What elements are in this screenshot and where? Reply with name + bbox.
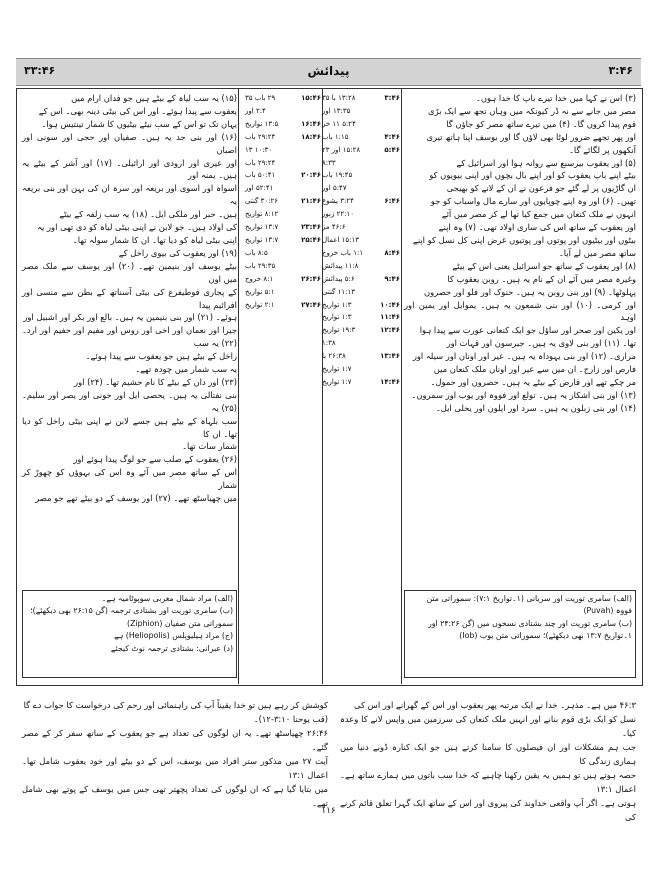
text-line: مر چکے تھے اور فارص کے بیٹے یہ ہیں۔ حصرون اور حمول۔	[430, 376, 636, 387]
text-line: (۵) اور یعقوب بیرسبع سے روانہ ہوا اور اسرائیل کے	[456, 157, 636, 168]
text-line: وغیرہ مصر میں آئے ان کے نام یہ ہیں۔ روبن یعقوب کا	[447, 273, 636, 284]
text-line: (۱۵) یہ سب لیاہ کے بیٹے ہیں جو فدان ارام میں	[71, 93, 237, 103]
verse-ref: ۲۰:۴۶	[301, 171, 321, 180]
cross-ref-text: ۱۳:۵ تواریخ	[245, 119, 279, 128]
text-line: مصر میں جانے سے نہ ڈر کیونکہ میں وہاں تجھ سے ایک بڑی	[428, 105, 636, 116]
verse-ref: ۱۵:۴۶	[301, 94, 321, 102]
text-line: کی اولاد ہیں۔ جو لابن نے اپنی بیٹی لیاہ کو دی تھی اور یہ	[37, 222, 237, 233]
cross-reference-row	[245, 169, 321, 182]
text-line: مراری۔ (۱۲) اور بنی یہوداہ یہ ہیں۔ عیر اور اونان اور سیلہ اور	[412, 351, 636, 362]
cross-reference-row	[322, 234, 400, 247]
verse-ref: ۱۲:۴۶	[380, 326, 400, 335]
text-line: ہیں۔ حبر اور ملکی ایل۔ (۱۸) یہ سب زلفہ کے بیٹے	[59, 209, 237, 220]
left-text-column	[22, 92, 237, 505]
right-cross-references	[322, 92, 400, 389]
column-divider	[238, 88, 239, 684]
cross-reference-row	[322, 311, 400, 324]
footnote-line: سموراتی متن صفیان (Ziphion)	[127, 618, 233, 628]
cross-reference-row	[245, 105, 321, 118]
cross-reference-row	[245, 208, 321, 221]
cross-reference-row	[322, 169, 400, 182]
cross-reference-row	[245, 157, 321, 170]
cross-ref-text: ۱۵:۲۸ اور ۲۳	[322, 145, 361, 154]
cross-reference-row	[322, 337, 400, 350]
cross-ref-text: ۸:۱ خروج	[245, 274, 274, 283]
cross-reference-row	[245, 221, 321, 234]
commentary-line: (قب یوحنا ۳:۱۰-۱۲)۔	[253, 714, 328, 724]
text-line: اس کے ساتھ مصر میں آئے وہ اس کی بہوؤں کو چھوڑ کر شمار	[22, 467, 237, 491]
cross-reference-row	[322, 350, 400, 363]
commentary-line: آیت ۲۷ میں مذکور ستر افراد میں یوسف، اس کے دو بیٹے اور خود یعقوب شامل تھا۔ اعمال ۱۳:۱	[22, 756, 328, 780]
verse-ref: ۳:۴۶	[384, 94, 400, 102]
text-line: اور عیری اور ارودی اور ارائیلی۔ (۱۷) اور آشر کے بیٹے یہ ہیں۔ یمنہ اور	[22, 157, 237, 181]
text-line: ہوئے۔ (۲۱) اور بنی بنیمین یہ ہیں۔ بالع اور بکر اور اشبیل اور	[23, 312, 237, 323]
cross-reference-row	[322, 324, 400, 337]
right-text-column	[404, 92, 636, 415]
footnote-line: (ب) سامری توریت اور بشتادی ترجمہ (گن ۲۶:۱۵ بھی دیکھئے)؛	[30, 606, 233, 616]
cross-ref-text: ۲:۱ تواریخ	[245, 300, 275, 309]
cross-ref-text: ۲۹:۲۴ باب	[245, 132, 276, 141]
cross-reference-row	[322, 157, 400, 170]
text-line: یعقوب سے پیدا ہوئے۔ اور اس کی بیٹی دینہ بھی۔ اس کے	[38, 105, 237, 116]
footnote-line: (د) عبرانی: بشتادی ترجمہ نوٹ کیجئے	[110, 643, 233, 653]
cross-reference-row	[245, 131, 321, 144]
verse-ref: ۱۴:۴۶	[380, 377, 400, 386]
footnotes-right	[404, 590, 636, 678]
commentary-line: حصہ ہوتے ہیں تو ہمیں یہ یقین رکھنا چاہیے کہ خدا سب باتوں میں ہمارے ساتھ ہے۔ اعمال ۱۳:۱	[340, 770, 636, 794]
verse-ref: ۸:۴۶	[384, 248, 400, 257]
verse-ref: ۱۰:۴۶	[380, 300, 400, 309]
commentary-line: ہوتی ہے۔ اگر آپ واقعی خداوند کی پیروی اور اس کے ساتھ ایک گہرا تعلق قائم کرنے کی	[340, 798, 636, 822]
cross-reference-row	[322, 144, 400, 157]
text-line: آنکھوں پر لگائے گا۔	[569, 144, 636, 155]
commentary-line: جب ہم مشکلات اور ان فیصلوں کا سامنا کرتے ہیں جو ایک کنارہ ڈوبے دنیا میں ہماری زندگی کا	[340, 742, 636, 766]
commentary-line: ۲۶:۴۶ چھیاسٹھ تھے۔ یہ ان لوگوں کی تعداد ہے جو یعقوب کے ساتھ سفر کر کے مصر گئے۔	[22, 728, 328, 752]
text-line: قوم پیدا کروں گا۔ (۴) میں تیرے ساتھ مصر کو جاؤں گا	[446, 118, 636, 129]
cross-ref-text: ۸:۳۳	[322, 158, 336, 167]
text-line: (۱۹) اور یعقوب کی بیوی راخل کے	[118, 247, 237, 258]
footnote-line: (الف) مراد شمال مغربی سوپوٹامیہ ہے۔	[101, 594, 233, 603]
cross-reference-row	[245, 118, 321, 131]
page-number: ۱۱۶	[321, 806, 336, 816]
cross-ref-text: ۲۹:۳۵ باب	[245, 261, 276, 270]
cross-reference-row	[322, 363, 400, 376]
cross-reference-row	[245, 247, 321, 260]
text-line: بنی نفتالی یہ ہیں۔ یحصی ایل اور جونی اور یصر اور سلیم۔ (۲۵) یہ	[22, 389, 237, 413]
text-line: فارص اور زارح۔ ان میں سے عیر اور اونان ملک کنعان میں	[433, 364, 636, 375]
cross-ref-text: ۵:۴۷ اور	[322, 184, 347, 193]
cross-ref-text: ۳:۲۴ یشوع	[322, 197, 354, 206]
footnotes-left	[22, 590, 237, 678]
cross-ref-text: ۱۰:۳۰ ۱۳	[245, 145, 273, 154]
cross-reference-row	[245, 273, 321, 286]
cross-ref-text: ۱۹:۴۵ باب	[322, 171, 353, 180]
cross-ref-text: ۱:۱۵ باب	[322, 132, 349, 141]
text-line: (۱۳) اور بنی اشکار یہ ہیں۔ تولع اور فووہ اور یوب اور سمرون۔	[411, 389, 636, 400]
text-line: کے پجاری فوطیفرع کی بیٹی آسناتھ کے بطن سے منسی اور افرائیم پیدا	[22, 286, 237, 310]
cross-ref-text: ۱۳:۷ تواریخ	[245, 235, 279, 244]
cross-reference-row	[322, 376, 400, 389]
footnote-line: (ب) سامری توریت اور چند بشتادی نسخوں میں (گن ۲۴:۲۶ اور	[427, 618, 632, 628]
verse-ref: ۱۳:۴۶	[380, 352, 400, 361]
footnote-line: (الف) سامری توریت اور سریانی (۱۔تواریخ ۷:۱): سموراتی متن	[426, 594, 632, 603]
text-line: بیٹے اپنے باپ یعقوب کو اور اپنے بال بچوں اور اپنی بیویوں کو	[429, 170, 636, 181]
verse-ref: ۲۳:۴۶	[301, 223, 321, 232]
cross-ref-text: ۸:۱۲ تواریخ	[245, 210, 279, 219]
cross-reference-row	[322, 195, 400, 208]
cross-ref-text: ۵۲:۴۱ اور	[245, 184, 274, 193]
cross-ref-text: ۱۳:۲۸ با ۳۵	[322, 94, 356, 102]
cross-reference-row	[245, 92, 321, 105]
cross-ref-text: ۵:۶ پیدائش	[322, 274, 355, 283]
cross-reference-row	[322, 221, 400, 234]
cross-ref-text: ۱:۷ تواریخ	[322, 365, 352, 374]
cross-reference-row	[245, 195, 321, 208]
column-divider	[401, 88, 402, 684]
verse-ref: ۵:۴۶	[384, 145, 400, 154]
text-line: ان گاڑیوں پر لے گئے جو فرعون نے ان کے لانے کو بھیجی	[446, 183, 636, 194]
cross-ref-text: ۱:۱ باب خروج	[322, 248, 364, 257]
text-line: جیرا اور نعمان اور اخی اور روس اور مفیم اور حفیم اور ارد۔ (۲۲) یہ سب	[22, 325, 237, 349]
cross-reference-row	[322, 286, 400, 299]
cross-ref-text: ۵:۲۴ ۱۱ خر	[322, 119, 356, 128]
cross-ref-text: ۲۶:۳۸ با	[322, 352, 346, 361]
text-line: اپنی بیٹی لیاہ کو دیا تھا۔ ان کا شمار سولہ تھا۔	[72, 234, 237, 245]
cross-reference-row	[245, 260, 321, 273]
cross-ref-text: ۸:۵ باب	[245, 248, 268, 257]
text-line: اور یکین اور صحر اور ساؤل جو ایک کنعانی عورت سے پیدا ہوا	[419, 325, 636, 336]
text-line: ساتھ مصر میں لے آیا۔	[558, 247, 636, 258]
text-line: یہ سب شمار میں چودہ تھے۔	[135, 364, 237, 375]
verse-ref: ۱۱:۴۶	[380, 313, 400, 322]
footnote-line: ۱۔تواریخ ۱۳:۷ بھی دیکھئے)؛ سموراتی متن یوب (Iob)	[459, 631, 632, 641]
cross-reference-row	[245, 299, 321, 312]
cross-reference-row	[322, 208, 400, 221]
left-cross-references	[245, 92, 321, 311]
text-line: یہاں تک تو اس کے سب بیٹے بیٹیوں کا شمار تینتیس ہوا۔	[41, 118, 237, 129]
verse-ref: ۴:۴۶	[384, 132, 400, 141]
text-line: (۲۳) اور دان کے بیٹے کا نام حشیم تھا۔ (۲۴) اور	[74, 376, 237, 387]
cross-ref-text: ۱۳:۷ تواریخ	[245, 223, 279, 232]
cross-ref-text: ۵:۱ تواریخ	[245, 287, 275, 296]
cross-reference-row	[245, 286, 321, 299]
cross-ref-text: ۱:۳ تواریخ	[322, 313, 352, 322]
cross-ref-text: ۱:۳۸	[322, 339, 336, 348]
text-line: (۱۶) اور بنی جد یہ ہیں۔ صفیان اور حجی اور سونی اور اصبان	[22, 131, 237, 155]
cross-ref-text: ۱۵:۱۳ اعمال	[322, 235, 360, 244]
cross-reference-row	[322, 92, 400, 105]
text-line: اور یعقوب کے ساتھ اس کی ساری اولاد تھی۔ (۷) وہ اپنے	[438, 222, 636, 233]
cross-reference-row	[322, 260, 400, 273]
verse-ref: ۱۶:۴۶	[301, 119, 321, 128]
commentary-left	[22, 698, 328, 810]
text-line: بیٹے یوسف اور بنیمین تھے۔ (۲۰) اور یوسف سے ملک مصر میں اون	[22, 260, 237, 284]
text-line: اسواہ اور اسوی اور بریعہ اور سرہ ان کی بہن اور بنی بریعہ یہ	[22, 183, 237, 207]
verse-ref: ۲۵:۴۶	[301, 235, 321, 244]
commentary-line: نسل کو ایک بڑی قوم بنانے اور انہیں ملک کنعان کی سرزمین میں واپس لانے کا وعدہ کیا۔	[340, 714, 636, 738]
header-left-ref: ۳۳:۴۶	[24, 64, 56, 77]
footnote-line: فووہ (Puvah)	[583, 606, 632, 616]
cross-ref-text: ۴۶:۶ مز	[322, 223, 346, 232]
text-line: (۱۴) اور بنی زبلون یہ ہیں۔ سرد اور ایلون اور یحلی ایل۔	[435, 402, 636, 413]
footnote-line: (ج) مراد ہیلیوپلس (Heliopolis) ہے	[114, 631, 233, 641]
text-line: اور کرمی۔ (۱۰) اور بنی شمعون یہ ہیں۔ یموایل اور یمین اور اوہد	[404, 299, 637, 323]
text-line: راخل کے بیٹے ہیں جو یعقوب سے پیدا ہوئے۔	[85, 351, 237, 362]
header-book-title: پیدائش	[307, 64, 350, 78]
cross-reference-row	[322, 299, 400, 312]
commentary-line: ۴۶:۳ میں ہے۔ مذہر۔ خدا نے ایک مرتبہ پھر یعقوب اور اس کے گھرانے اور اس کی	[354, 700, 636, 710]
cross-reference-row	[245, 182, 321, 195]
cross-ref-text: ۳۰:۲۶ گنتی	[245, 197, 279, 206]
cross-ref-text: ۱۱:۱۳ گنتی	[322, 287, 356, 296]
header-right-ref: ۳:۴۶	[608, 64, 633, 77]
text-line: انہوں نے ملک کنعان میں جمع کیا تھا لے کر مصر میں آئے	[441, 209, 636, 220]
text-line: پہلوٹھا۔ (۹) اور بنی روبن یہ ہیں۔ حنوک اور فلو اور حصرون	[423, 286, 636, 297]
cross-reference-row	[322, 273, 400, 286]
text-line: تھا۔ (۱۱) اور بنی لاوی یہ ہیں۔ جیرسون اور قہات اور	[446, 338, 636, 349]
verse-ref: ۹:۴۶	[384, 274, 400, 283]
verse-ref: ۲۶:۴۶	[301, 274, 321, 283]
text-line: (۸) اور یعقوب کے ساتھ جو اسرائیل یعنی اس کے بیٹے	[452, 260, 636, 271]
text-line: (۲۶) یعقوب کے صلب سے جو لوگ پیدا ہوئے اور	[73, 454, 237, 465]
verse-ref: ۲۱:۴۶	[301, 197, 321, 206]
verse-ref: ۲۷:۴۶	[301, 300, 321, 309]
verse-ref: ۱۸:۴۶	[301, 132, 321, 141]
cross-reference-row	[245, 144, 321, 157]
cross-ref-text: ۱۹:۳ تواریخ	[322, 326, 356, 335]
verse-ref: ۶:۴۶	[384, 197, 400, 206]
cross-ref-text: ۲۹:۲۴ باب	[245, 158, 276, 167]
page-header	[16, 58, 641, 86]
text-line: اور پھر تجھے ضرور لوٹا بھی لاؤں گا اور یوسف اپنا ہاتھ تیری	[426, 131, 636, 142]
cross-ref-text: ۱:۷ تواریخ	[322, 377, 352, 386]
cross-reference-row	[322, 182, 400, 195]
cross-ref-text: ۲۹ باب ۳۵	[245, 94, 276, 102]
text-line: شمار سات تھا۔	[182, 441, 237, 452]
cross-ref-text: ۲۲:۱۰ زبور	[322, 210, 354, 219]
cross-reference-row	[245, 234, 321, 247]
cross-ref-text: ۱۳:۳۵ اور	[322, 106, 351, 115]
cross-ref-text: ۲:۴ اور	[245, 106, 266, 115]
cross-reference-row	[322, 131, 400, 144]
text-line: میں چھیاسٹھ تھے۔ (۲۷) اور یوسف کے دو بیٹے تھے جو مصر	[35, 493, 237, 504]
text-line: بیٹوں اور بیٹیوں اور پوتوں اور پوتیوں غرض اپنی کل نسل کو اپنے	[412, 234, 636, 245]
cross-ref-text: ۵۰:۴۱ باب	[245, 171, 276, 180]
text-line: (۳) اس نے کہا میں خدا تیرے باپ کا خدا ہوں۔	[475, 93, 636, 103]
cross-ref-text: ۱۱:۸ پیدائش	[322, 261, 359, 270]
text-line: تھیں۔ (۶) اور وہ اپنے چوپایوں اور سارے مال واسباب کو جو	[430, 196, 636, 207]
cross-reference-row	[322, 247, 400, 260]
text-line: سب بلہاہ کے بیٹے ہیں جسے لابن نے اپنی بیٹی راخل کو دیا تھا۔ ان کا	[22, 415, 237, 439]
cross-reference-row	[322, 118, 400, 131]
commentary-line: کوشش کر رہے ہیں تو خدا یقیناً آپ کی راہنمائی اور رحم کی درخواست کا جواب دے گا	[23, 700, 328, 710]
cross-ref-text: ۱:۳ تواریخ	[322, 300, 352, 309]
commentary-line: میں بتایا گیا ہے کہ ان لوگوں کی تعداد پچھتر تھی جس میں یوسف کے پوتے بھی شامل تھے۔	[22, 784, 328, 808]
cross-reference-row	[322, 105, 400, 118]
